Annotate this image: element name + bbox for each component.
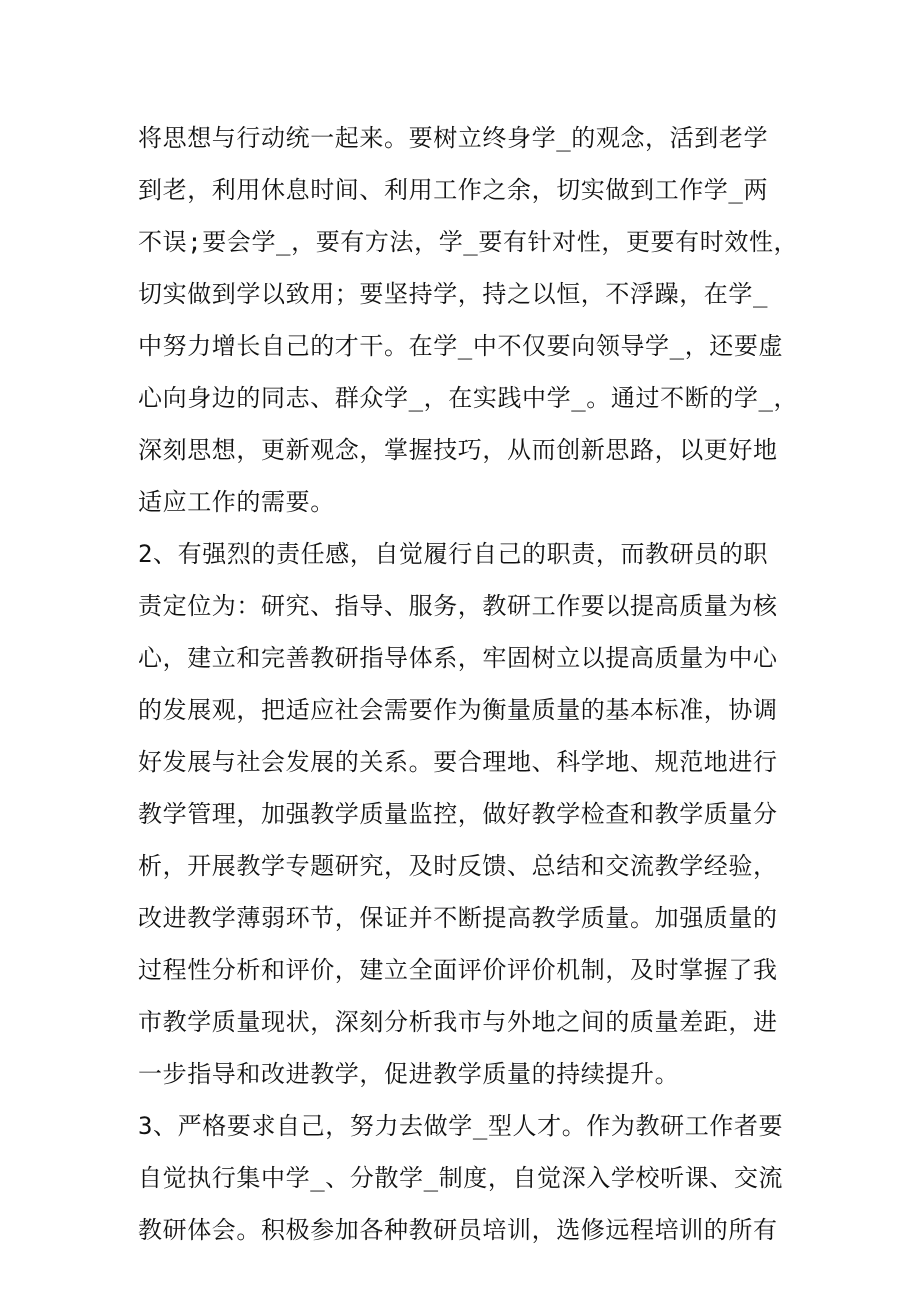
text-line: 责定位为：研究、指导、服务，教研工作要以提高质量为核 bbox=[138, 592, 778, 620]
text-line: 3、严格要求自己，努力去做学_型人才。作为教研工作者要 bbox=[138, 1112, 784, 1140]
text-line: 改进教学薄弱环节，保证并不断提高教学质量。加强质量的 bbox=[138, 904, 778, 932]
text-line: 适应工作的需要。 bbox=[138, 488, 335, 516]
text-line: 教学管理，加强教学质量监控，做好教学检查和教学质量分 bbox=[138, 800, 778, 828]
text-line: 中努力增长自己的才干。在学_中不仅要向领导学_，还要虚 bbox=[138, 332, 784, 360]
text-line: 好发展与社会发展的关系。要合理地、科学地、规范地进行 bbox=[138, 748, 778, 776]
text-line: 教研体会。积极参加各种教研员培训，选修远程培训的所有 bbox=[138, 1216, 778, 1244]
text-line: 的发展观，把适应社会需要作为衡量质量的基本标准，协调 bbox=[138, 696, 778, 724]
text-line: 自觉执行集中学_、分散学_制度，自觉深入学校听课、交流 bbox=[138, 1164, 784, 1192]
document-body bbox=[138, 112, 818, 1256]
text-line: 过程性分析和评价，建立全面评价评价机制，及时掌握了我 bbox=[138, 956, 778, 984]
text-line: 切实做到学以致用；要坚持学，持之以恒，不浮躁，在学_ bbox=[138, 280, 769, 308]
text-line: 一步指导和改进教学，促进教学质量的持续提升。 bbox=[138, 1060, 680, 1088]
text-line: 心，建立和完善教研指导体系，牢固树立以提高质量为中心 bbox=[138, 644, 778, 672]
text-line: 2、有强烈的责任感，自觉履行自己的职责，而教研员的职 bbox=[138, 540, 769, 568]
text-line: 析，开展教学专题研究，及时反馈、总结和交流教学经验， bbox=[138, 852, 778, 880]
text-line: 将思想与行动统一起来。要树立终身学_的观念，活到老学 bbox=[138, 124, 769, 152]
text-line: 心向身边的同志、群众学_，在实践中学_。通过不断的学_， bbox=[138, 384, 799, 412]
text-line: 到老，利用休息时间、利用工作之余，切实做到工作学_两 bbox=[138, 176, 769, 204]
text-line: 不误;要会学_，要有方法，学_要有针对性，更要有时效性， bbox=[138, 228, 799, 256]
text-line: 深刻思想，更新观念，掌握技巧，从而创新思路，以更好地 bbox=[138, 436, 778, 464]
text-line: 市教学质量现状，深刻分析我市与外地之间的质量差距，进 bbox=[138, 1008, 778, 1036]
